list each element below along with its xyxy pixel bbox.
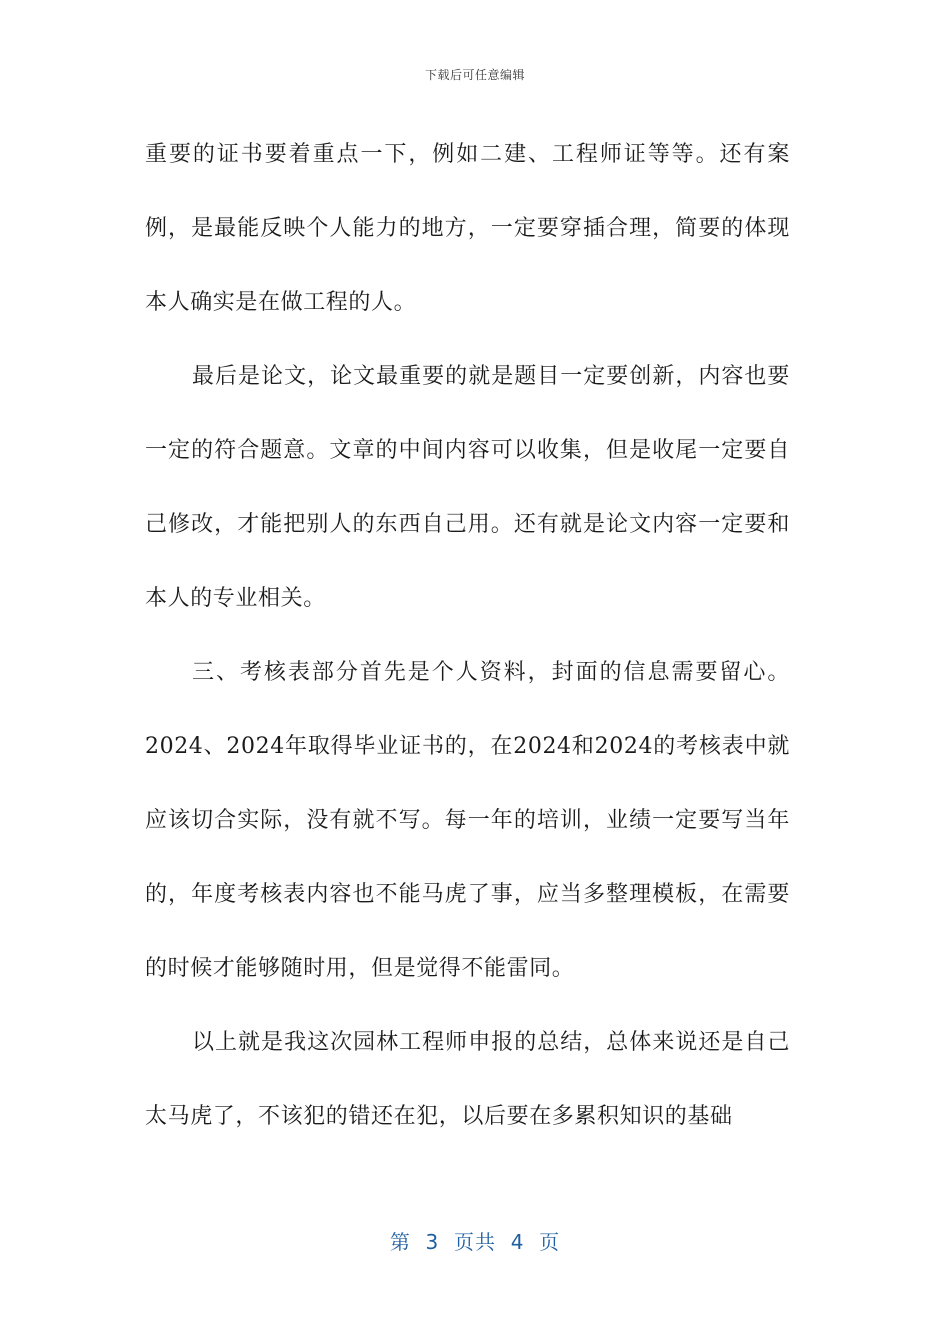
document-body <box>145 118 790 1154</box>
page-footer: 第 3 页共 4 页 <box>389 1230 561 1254</box>
paragraph-1: 重要的证书要着重点一下，例如二建、工程师证等等。还有案例，是最能反映个人能力的地方，一定要穿插合理，简要的体现本人确实是在做工程的人。 <box>145 142 790 315</box>
paragraph-3: 三、考核表部分首先是个人资料，封面的信息需要留心。2024、2024年取得毕业证书的，在2024和2024的考核表中就应该切合实际，没有就不写。每一年的培训，业绩一定要写当年的，年度考核表内容也不能马虎了事，应当多整理模板，在需要的时候才能够随时用，但是觉得不能雷同。 <box>145 660 790 981</box>
paragraph-2: 最后是论文，论文最重要的就是题目一定要创新，内容也要一定的符合题意。文章的中间内容可以收集，但是收尾一定要自己修改，才能把别人的东西自己用。还有就是论文内容一定要和本人的专业相关。 <box>145 364 790 611</box>
page-header: 下载后可任意编辑 <box>424 68 525 82</box>
paragraph-4: 以上就是我这次园林工程师申报的总结，总体来说还是自己太马虎了，不该犯的错还在犯，以后要在多累积知识的基础 <box>145 1030 790 1129</box>
